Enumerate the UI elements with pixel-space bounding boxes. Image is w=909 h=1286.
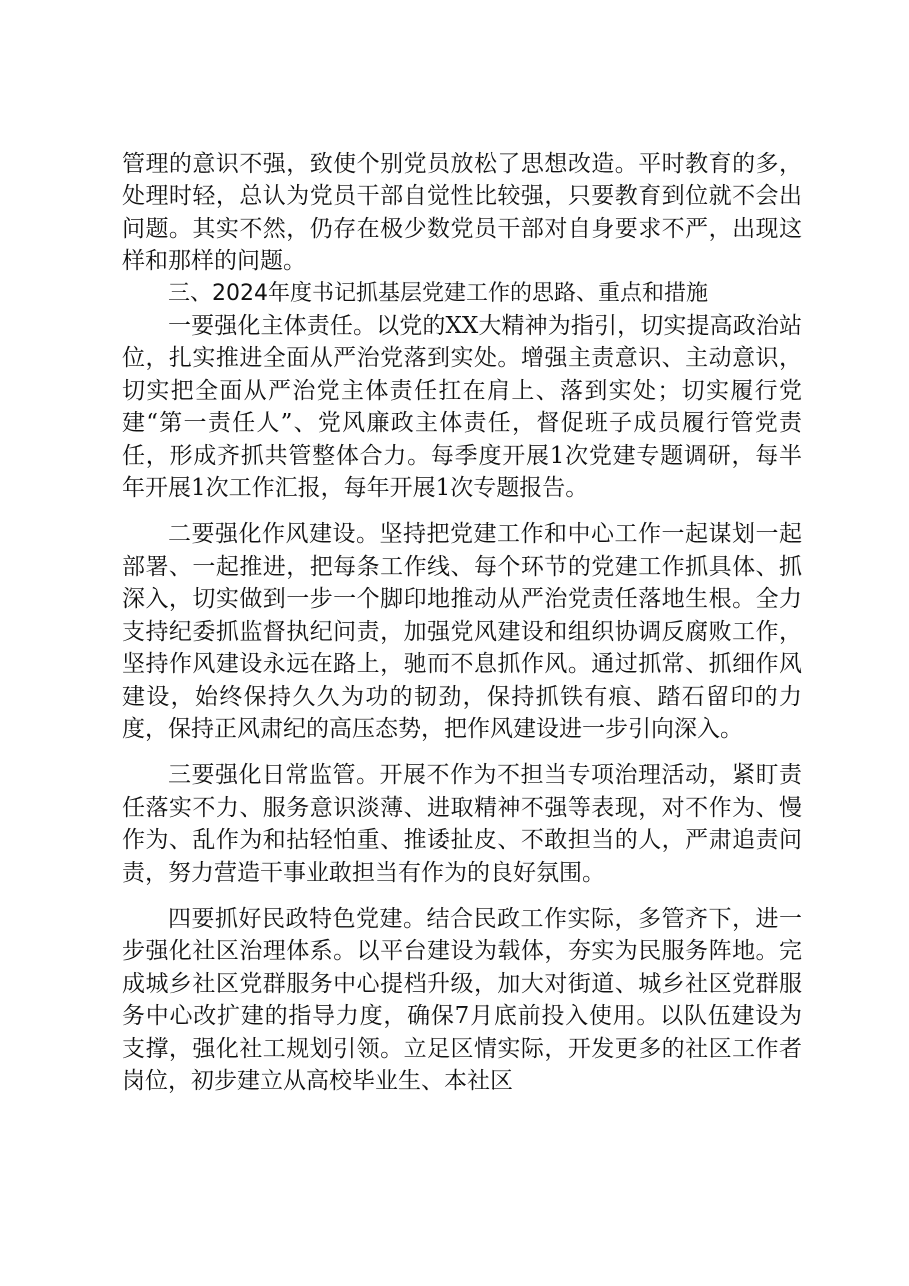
paragraph-daily-supervision: 三要强化日常监管。开展不作为不担当专项治理活动，紧盯责任落实不力、服务意识淡薄、进取精神不强等表现，对不作为、慢作为、乱作为和拈轻怕重、推诿扯皮、不敢担当的人，严肃追责问责，努力营造干事业敢担当有作为的良好氛围。 — [122, 762, 802, 886]
document-body — [122, 148, 802, 1097]
section-heading: 三、2024年度书记抓基层党建工作的思路、重点和措施 — [168, 280, 708, 306]
paragraph-gap — [122, 745, 802, 759]
paragraph-work-style: 二要强化作风建设。坚持把党建工作和中心工作一起谋划一起部署、一起推进，把每条工作线、每个环节的党建工作抓具体、抓深入，切实做到一步一个脚印地推动从严治党责任落地生根。全力支持纪委抓监督执纪问责，加强党风建设和组织协调反腐败工作，坚持作风建设永远在路上，驰而不息抓作风。通过抓常、抓细作风建设，始终保持久久为功的韧劲，保持抓铁有痕、踏石留印的力度，保持正风肃纪的高压态势，把作风建设进一步引向深入。 — [122, 521, 802, 742]
paragraph-gap — [122, 504, 802, 518]
paragraph-continuation: 管理的意识不强，致使个别党员放松了思想改造。平时教育的多，处理时轻，总认为党员干部自觉性比较强，只要教育到位就不会出问题。其实不然，仍存在极少数党员干部对自身要求不严，出现这样和那样的问题。 — [122, 151, 802, 275]
paragraph-main-responsibility: 一要强化主体责任。以党的XX大精神为指引，切实提高政治站位，扎实推进全面从严治党落到实处。增强主责意识、主动意识，切实把全面从严治党主体责任扛在肩上、落到实处；切实履行党建“第一责任人”、党风廉政主体责任，督促班子成员履行管党责任，形成齐抓共管整体合力。每季度开展1次党建专题调研，每半年开展1次工作汇报，每年开展1次专题报告。 — [122, 313, 802, 502]
paragraph-gap — [122, 889, 802, 903]
paragraph-civil-affairs: 四要抓好民政特色党建。结合民政工作实际，多管齐下，进一步强化社区治理体系。以平台建设为载体，夯实为民服务阵地。完成城乡社区党群服务中心提档升级，加大对街道、城乡社区党群服务中心改扩建的指导力度，确保7月底前投入使用。以队伍建设为支撑，强化社工规划引领。立足区情实际，开发更多的社区工作者岗位，初步建立从高校毕业生、本社区 — [122, 905, 802, 1094]
